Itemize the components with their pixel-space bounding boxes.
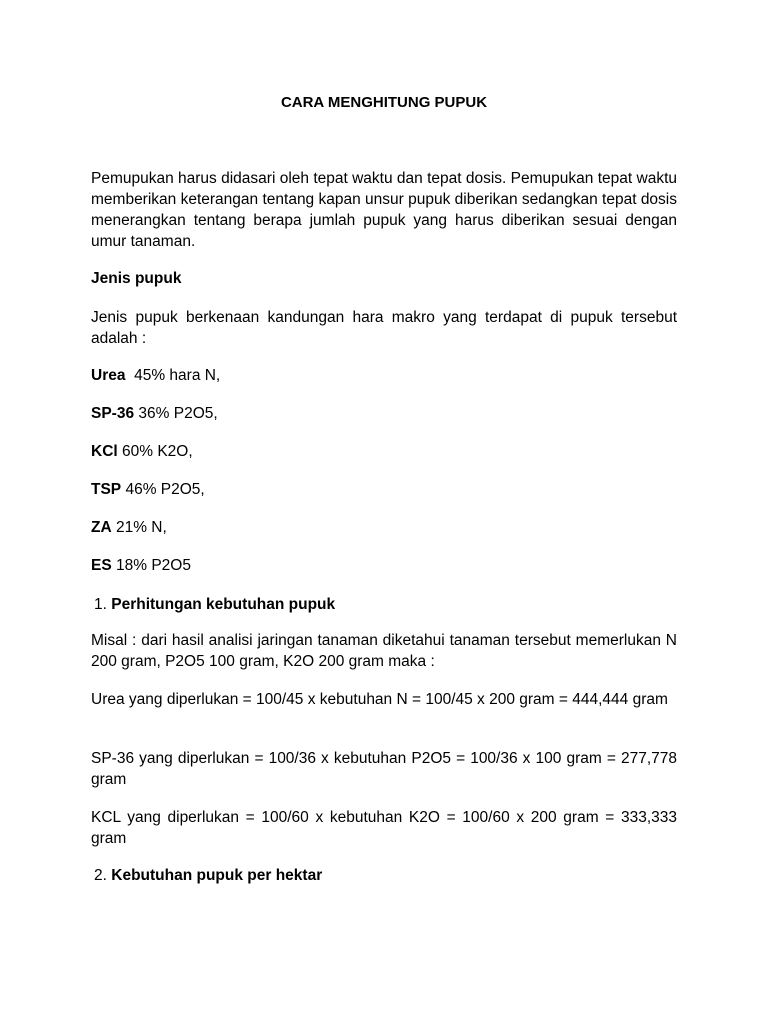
- jenis-pupuk-heading: Jenis pupuk: [91, 270, 182, 287]
- section-number: 2.: [94, 867, 107, 884]
- fertilizer-item-kcl: [91, 441, 193, 462]
- fertilizer-content: 46% P2O5,: [121, 481, 205, 498]
- fertilizer-name: ZA: [91, 519, 112, 536]
- section-label: Perhitungan kebutuhan pupuk: [111, 596, 336, 613]
- fertilizer-name: ES: [91, 557, 112, 574]
- fertilizer-name: TSP: [91, 481, 122, 498]
- fertilizer-content: 21% N,: [111, 519, 167, 536]
- calc-sp36-paragraph: SP-36 yang diperlukan = 100/36 x kebutuhan P2O5 = 100/36 x 100 gram = 277,778 gram: [91, 750, 677, 788]
- fertilizer-content: 45% hara N,: [125, 367, 221, 384]
- fertilizer-name: KCl: [91, 443, 118, 460]
- fertilizer-content: 36% P2O5,: [134, 405, 218, 422]
- fertilizer-item-za: [91, 517, 167, 538]
- section-2-heading: [94, 865, 322, 886]
- fertilizer-content: 18% P2O5: [111, 557, 191, 574]
- document-title: CARA MENGHITUNG PUPUK: [280, 94, 488, 111]
- fertilizer-item-urea: [91, 365, 220, 386]
- fertilizer-item-sp36: [91, 403, 218, 424]
- section-number: 1.: [94, 596, 107, 613]
- fertilizer-item-es: [91, 555, 191, 576]
- calc-urea-paragraph: Urea yang diperlukan = 100/45 x kebutuhan N = 100/45 x 200 gram = 444,444 gram: [91, 691, 668, 708]
- section-label: Kebutuhan pupuk per hektar: [111, 867, 323, 884]
- fertilizer-name: SP-36: [91, 405, 135, 422]
- fertilizer-name: Urea: [91, 367, 126, 384]
- calc-kcl-paragraph: KCL yang diperlukan = 100/60 x kebutuhan K2O = 100/60 x 200 gram = 333,333 gram: [91, 809, 677, 847]
- fertilizer-content: 60% K2O,: [117, 443, 193, 460]
- section-1-heading: [94, 594, 335, 615]
- intro-paragraph: Pemupukan harus didasari oleh tepat waktu dan tepat dosis. Pemupukan tepat waktu memberikan keterangan tentang kapan unsur pupuk diberikan sedangkan tepat dosis menerangkan tentang berapa jumlah pupuk yang harus diberikan sesuai dengan umur tanaman.: [91, 170, 677, 250]
- misal-paragraph: Misal : dari hasil analisi jaringan tanaman diketahui tanaman tersebut memerlukan N 200 gram, P2O5 100 gram, K2O 200 gram maka :: [91, 632, 677, 670]
- fertilizer-item-tsp: [91, 479, 205, 500]
- jenis-pupuk-paragraph: Jenis pupuk berkenaan kandungan hara makro yang terdapat di pupuk tersebut adalah :: [91, 309, 677, 347]
